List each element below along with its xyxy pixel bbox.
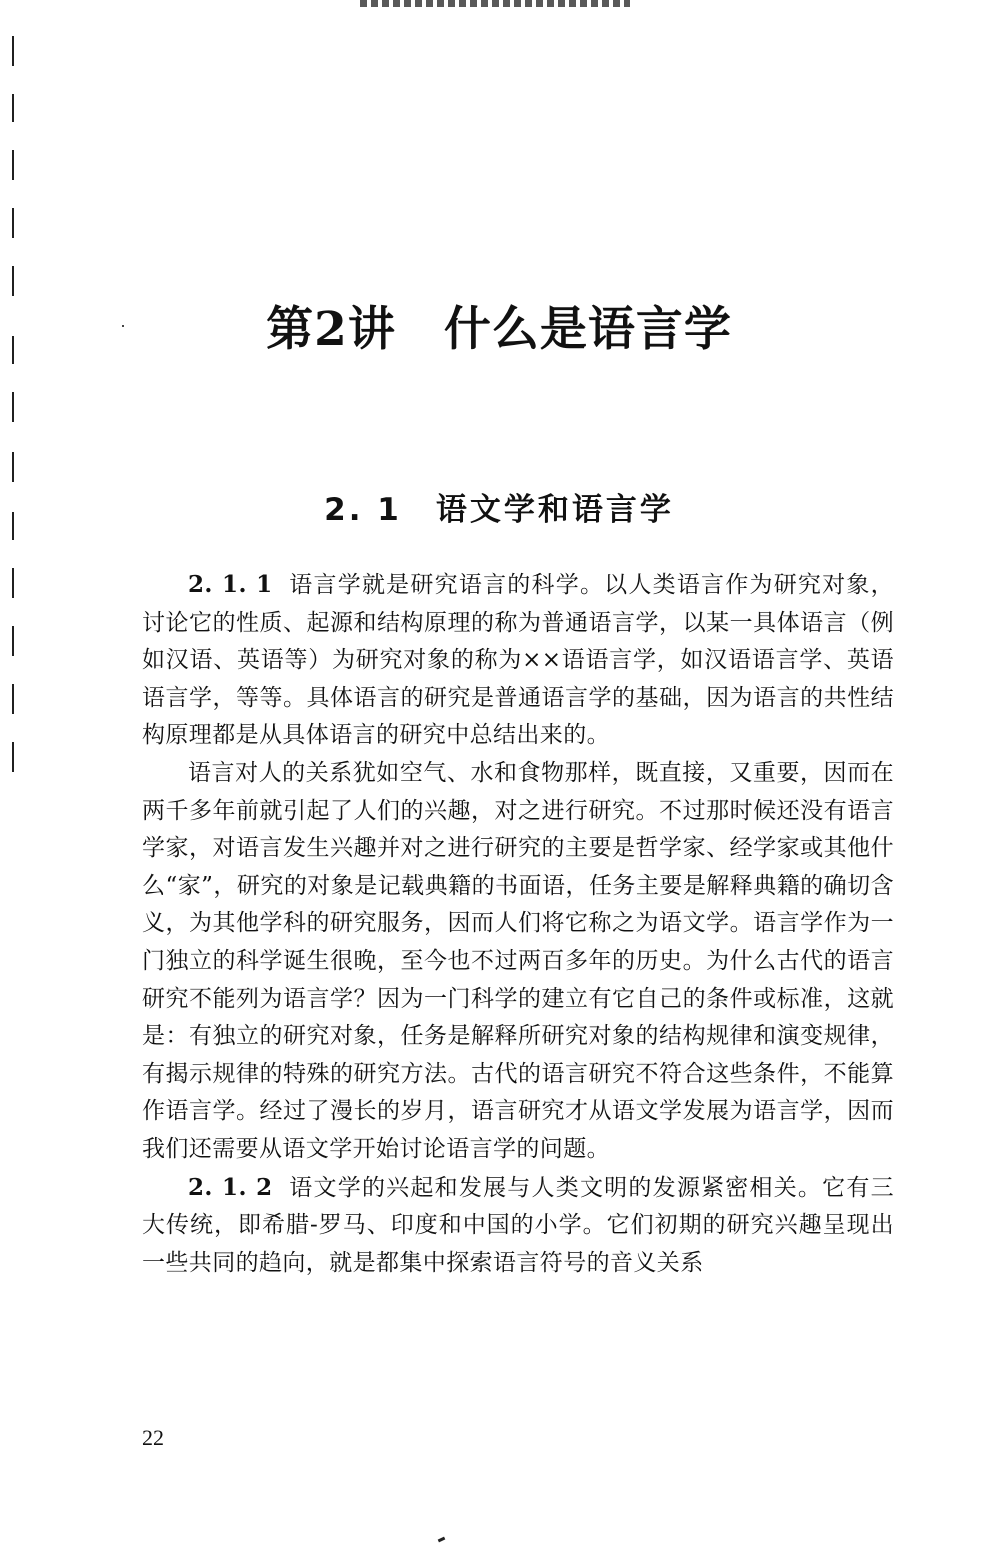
paragraph — [142, 1169, 894, 1283]
gutter-mark — [12, 626, 14, 656]
paragraph — [142, 755, 894, 1169]
gutter-mark — [12, 392, 14, 422]
speck — [438, 1537, 446, 1543]
gutter-mark — [12, 94, 14, 122]
paragraph-text: 语言对人的关系犹如空气、水和食物那样，既直接，又重要，因而在两千多年前就引起了人们的兴趣，对之进行研究。不过那时候还没有语言学家，对语言发生兴趣并对之进行研究的主要是哲学家、经学家或其他什么“家”，研究的对象是记载典籍的书面语，任务主要是解释典籍的确切含义，为其他学科的研究服务，因而人们将它称之为语文学。语言学作为一门独立的科学诞生很晚，至今也不过两百多年的历史。为什么古代的语言研究不能列为语言学？因为一门科学的建立有它自己的条件或标准，这就是：有独立的研究对象，任务是解释所研究对象的结构规律和演变规律，有揭示规律的特殊的研究方法。古代的语言研究不符合这些条件，不能算作语言学。经过了漫长的岁月，语言研究才从语文学发展为语言学，因而我们还需要从语文学开始讨论语言学的问题。 — [142, 759, 894, 1162]
paragraph-number: 2. 1. 1 — [188, 571, 273, 598]
gutter-mark — [12, 452, 14, 482]
top-edge-scan-residue — [360, 0, 630, 7]
gutter-mark — [12, 150, 14, 180]
body-text — [142, 566, 894, 1282]
gutter-mark — [12, 742, 14, 772]
gutter-mark — [12, 36, 14, 66]
page-number: 22 — [142, 1425, 164, 1450]
gutter-mark — [12, 684, 14, 714]
paragraph-text: 语言学就是研究语言的科学。以人类语言作为研究对象，讨论它的性质、起源和结构原理的称为普通语言学，以某一具体语言（例如汉语、英语等）为研究对象的称为××语语言学，如汉语语言学、英语语言学，等等。具体语言的研究是普通语言学的基础，因为语言的共性结构原理都是从具体语言的研究中总结出来的。 — [142, 572, 894, 749]
paragraph-number: 2. 1. 2 — [188, 1173, 273, 1201]
chapter-title: 第2讲 什么是语言学 — [266, 302, 732, 357]
gutter-mark — [12, 568, 14, 598]
paragraph — [142, 566, 894, 755]
gutter-mark — [12, 208, 14, 238]
section-title: 2. 1 语文学和语言学 — [324, 492, 674, 528]
paragraph-text: 语文学的兴起和发展与人类文明的发源紧密相关。它有三大传统，即希腊-罗马、印度和中国的小学。它们初期的研究兴趣呈现出一些共同的趋向，就是都集中探索语言符号的音义关系 — [142, 1174, 894, 1276]
